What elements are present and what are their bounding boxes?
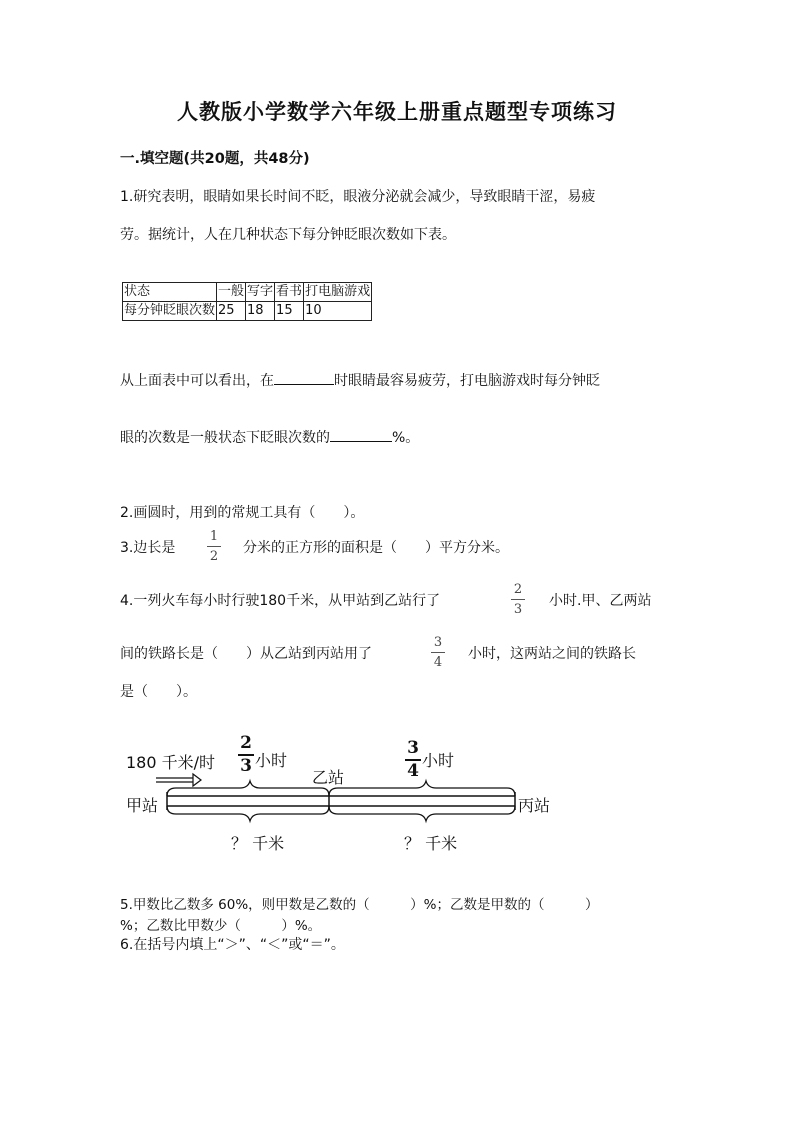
table-cell: 15 — [275, 302, 304, 321]
table-cell: 18 — [246, 302, 275, 321]
table-cell: 看书 — [275, 283, 304, 302]
distance-question-1: ？ 千米 — [231, 834, 285, 853]
q3-b: 分米的正方形的面积是（ ）平方分米。 — [243, 540, 509, 556]
q3-denominator: 2 — [209, 549, 219, 564]
q4-line1-a: 4.一列火车每小时行驶180千米，从甲站到乙站行了 — [120, 593, 441, 609]
brace-top-2 — [329, 781, 515, 796]
diagram-f2-numerator: 3 — [407, 738, 419, 758]
station-a-label: 甲站 — [126, 796, 159, 815]
q5-line1: 5.甲数比乙数多 60%，则甲数是乙数的（ ）%；乙数是甲数的（ ） — [120, 897, 599, 913]
q6-text: 6.在括号内填上“＞”、“＜”或“＝”。 — [120, 937, 345, 953]
page-title: 人教版小学数学六年级上册重点题型专项练习 — [177, 99, 617, 124]
station-c-label: 丙站 — [518, 796, 551, 815]
q1-line1: 1.研究表明，眼睛如果长时间不眨，眼液分泌就会减少，导致眼睛干涩，易疲 — [120, 189, 596, 205]
section-heading: 一.填空题(共20题，共48分) — [120, 151, 310, 167]
q1-after1-b: 时眼睛最容易疲劳，打电脑游戏时每分钟眨 — [334, 373, 600, 389]
q4-line1-b: 小时.甲、乙两站 — [549, 593, 652, 609]
table-cell: 一般 — [217, 283, 246, 302]
q1-after2-b: %。 — [392, 430, 420, 446]
track — [167, 792, 515, 810]
q1-after2-a: 眼的次数是一般状态下眨眼次数的 — [120, 430, 330, 446]
q4-f1-denominator: 3 — [513, 602, 523, 617]
q5-line2: %；乙数比甲数少（ ）%。 — [120, 918, 322, 934]
diagram-f1-denominator: 3 — [240, 756, 252, 776]
q4-f1-numerator: 2 — [513, 582, 523, 597]
table-cell: 打电脑游戏 — [304, 283, 372, 302]
table-cell: 写字 — [246, 283, 275, 302]
station-b-label: 乙站 — [312, 768, 345, 787]
table-cell: 25 — [217, 302, 246, 321]
q1-line2: 劳。据统计，人在几种状态下每分钟眨眼次数如下表。 — [120, 227, 456, 243]
brace-bottom-1 — [167, 806, 329, 821]
q4-f2-numerator: 3 — [433, 635, 443, 650]
table-cell: 10 — [304, 302, 372, 321]
diagram-f1-numerator: 2 — [240, 733, 252, 753]
q2-text: 2.画圆时，用到的常规工具有（ ）。 — [120, 505, 365, 521]
speed-label: 180 千米/时 — [126, 753, 216, 772]
brace-top-1 — [167, 781, 329, 796]
q3-numerator: 1 — [209, 529, 219, 544]
brace-bottom-2 — [329, 806, 515, 821]
q4-line3: 是（ ）。 — [120, 684, 197, 700]
q1-after1-a: 从上面表中可以看出，在 — [120, 373, 274, 389]
arrow-right-icon — [156, 774, 201, 786]
distance-question-2: ？ 千米 — [404, 834, 458, 853]
q4-f2-denominator: 4 — [433, 655, 443, 670]
q4-line2-b: 小时，这两站之间的铁路长 — [468, 646, 636, 662]
diagram-f2-denominator: 4 — [407, 761, 419, 781]
diagram-f2-unit: 小时 — [422, 751, 455, 770]
diagram-f1-unit: 小时 — [255, 751, 288, 770]
q3-a: 3.边长是 — [120, 540, 176, 556]
q4-line2-a: 间的铁路长是（ ）从乙站到丙站用了 — [120, 646, 372, 662]
table-cell: 每分钟眨眼次数 — [123, 302, 217, 321]
table-cell: 状态 — [123, 283, 217, 302]
